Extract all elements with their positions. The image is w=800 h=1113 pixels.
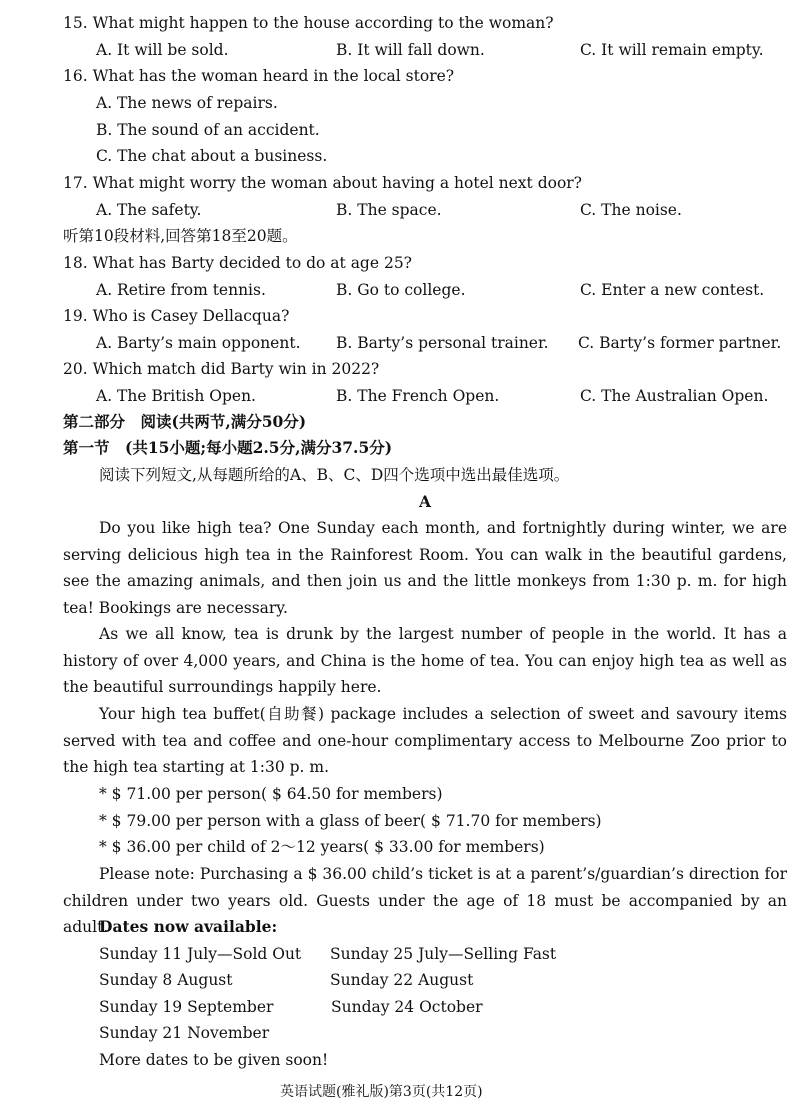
question-16-stem: 16. What has the woman heard in the local store? [63,67,455,85]
question-18-option-b: B. Go to college. [336,281,466,299]
date-item: Sunday 11 July—Sold Out [99,945,302,963]
page-footer: 英语试题(雅礼版)第3页(共12页) [280,1084,483,1100]
passage-label: A [418,492,432,511]
question-19-option-c: C. Barty’s former partner. [578,334,782,352]
more-dates-note: More dates to be given soon! [99,1051,329,1069]
question-20-option-a: A. The British Open. [96,387,256,405]
question-19-option-a: A. Barty’s main opponent. [96,334,301,352]
question-15-option-a: A. It will be sold. [96,41,229,59]
question-15-stem: 15. What might happen to the house according to the woman? [63,14,554,32]
question-18-stem: 18. What has Barty decided to do at age 25? [63,254,412,272]
dates-heading: Dates now available: [99,917,278,936]
date-item: Sunday 21 November [99,1024,270,1042]
price-item: * $ 71.00 per person( $ 64.50 for members) [99,785,443,803]
date-item: Sunday 25 July—Selling Fast [330,945,557,963]
question-18-option-a: A. Retire from tennis. [96,281,266,299]
question-17-option-c: C. The noise. [580,201,682,219]
question-20-option-c: C. The Australian Open. [580,387,769,405]
price-item: * $ 79.00 per person with a glass of beer( $ 71.70 for members) [99,812,602,830]
passage-paragraph-note: Please note: Purchasing a $ 36.00 child’s ticket is at a parent’s/guardian’s direction for children under two years old. Guests under the age of 18 must be accompanied by an adult. [63,865,787,937]
section-one-instruction: 阅读下列短文,从每题所给的A、B、C、D四个选项中选出最佳选项。 [99,466,570,484]
passage-paragraph-2: As we all know, tea is drunk by the largest number of people in the world. It has a history of over 4,000 years, and China is the home of tea. You can enjoy high tea as well as the beautiful surroundings happily here. [63,625,787,697]
question-17-option-a: A. The safety. [96,201,202,219]
passage-paragraph-1: Do you like high tea? One Sunday each month, and fortnightly during winter, we are serving delicious high tea in the Rainforest Room. You can walk in the beautiful gardens, see the amazing animals, and then join us and the little monkeys from 1:30 p. m. for high tea! Bookings are necessary. [63,519,787,617]
part-two-heading: 第二部分 阅读(共两节,满分50分) [63,412,307,431]
question-18-option-c: C. Enter a new contest. [580,281,765,299]
section-one-heading: 第一节 (共15小题;每小题2.5分,满分37.5分) [63,438,393,457]
question-19-option-b: B. Barty’s personal trainer. [336,334,549,352]
question-15-option-c: C. It will remain empty. [580,41,764,59]
question-15-option-b: B. It will fall down. [336,41,485,59]
date-item: Sunday 24 October [331,998,483,1016]
listening-instruction: 听第10段材料,回答第18至20题。 [63,227,298,245]
date-item: Sunday 22 August [330,971,474,989]
question-17-stem: 17. What might worry the woman about having a hotel next door? [63,174,582,192]
date-item: Sunday 19 September [99,998,274,1016]
question-16-option-a: A. The news of repairs. [96,94,278,112]
question-16-option-c: C. The chat about a business. [96,147,328,165]
question-20-stem: 20. Which match did Barty win in 2022? [63,360,380,378]
passage-paragraph-3: Your high tea buffet(自助餐) package includes a selection of sweet and savoury items served with tea and coffee and one-hour complimentary access to Melbourne Zoo prior to the high tea starting at 1:30 p. m. [63,705,787,777]
question-20-option-b: B. The French Open. [336,387,500,405]
question-17-option-b: B. The space. [336,201,442,219]
question-19-stem: 19. Who is Casey Dellacqua? [63,307,290,325]
question-16-option-b: B. The sound of an accident. [96,121,320,139]
price-item: * $ 36.00 per child of 2～12 years( $ 33.00 for members) [99,838,545,856]
date-item: Sunday 8 August [99,971,233,989]
